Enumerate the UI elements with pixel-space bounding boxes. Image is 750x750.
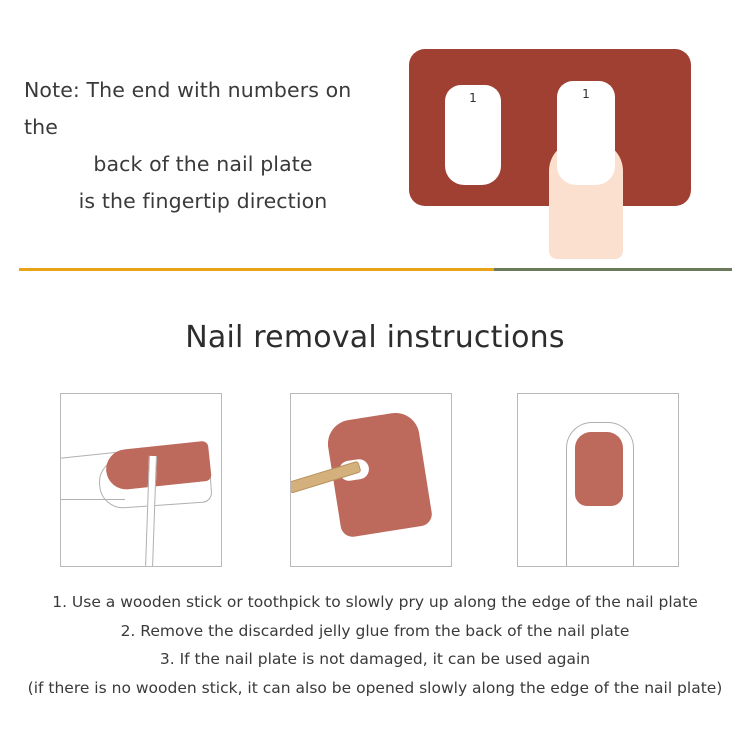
step-box-pry-up [60, 393, 222, 567]
note-text-block [18, 72, 388, 220]
instruction-list [0, 588, 750, 702]
divider-left-segment [19, 268, 494, 271]
note-line-2: back of the nail plate [93, 152, 313, 176]
instruction-line-3: 3. If the nail plate is not damaged, it can be used again [159, 650, 591, 668]
nail-plate-right [557, 81, 615, 185]
step-box-reuse [517, 393, 679, 567]
step-illustrations [0, 393, 750, 569]
instruction-line-2: 2. Remove the discarded jelly glue from the back of the nail plate [120, 621, 630, 640]
note-section [0, 0, 750, 262]
nail-plate-left-number: 1 [469, 91, 477, 105]
instruction-line-1: 1. Use a wooden stick or toothpick to slowly pry up along the edge of the nail plate [52, 593, 698, 611]
divider [19, 268, 732, 271]
note-line-1: Note: The end with numbers on the [24, 78, 352, 139]
nail-plate-card [409, 49, 691, 206]
note-line-3: is the fingertip direction [78, 189, 328, 213]
page-title: Nail removal instructions [185, 320, 565, 355]
nail-plate-icon [575, 432, 623, 506]
nail-plate-right-number: 1 [582, 87, 590, 101]
step-box-remove-glue [290, 393, 452, 567]
instruction-line-4: (if there is no wooden stick, it can also be opened slowly along the edge of the nail plate) [27, 678, 723, 697]
nail-plate-left [445, 85, 501, 185]
divider-right-segment [494, 268, 732, 271]
